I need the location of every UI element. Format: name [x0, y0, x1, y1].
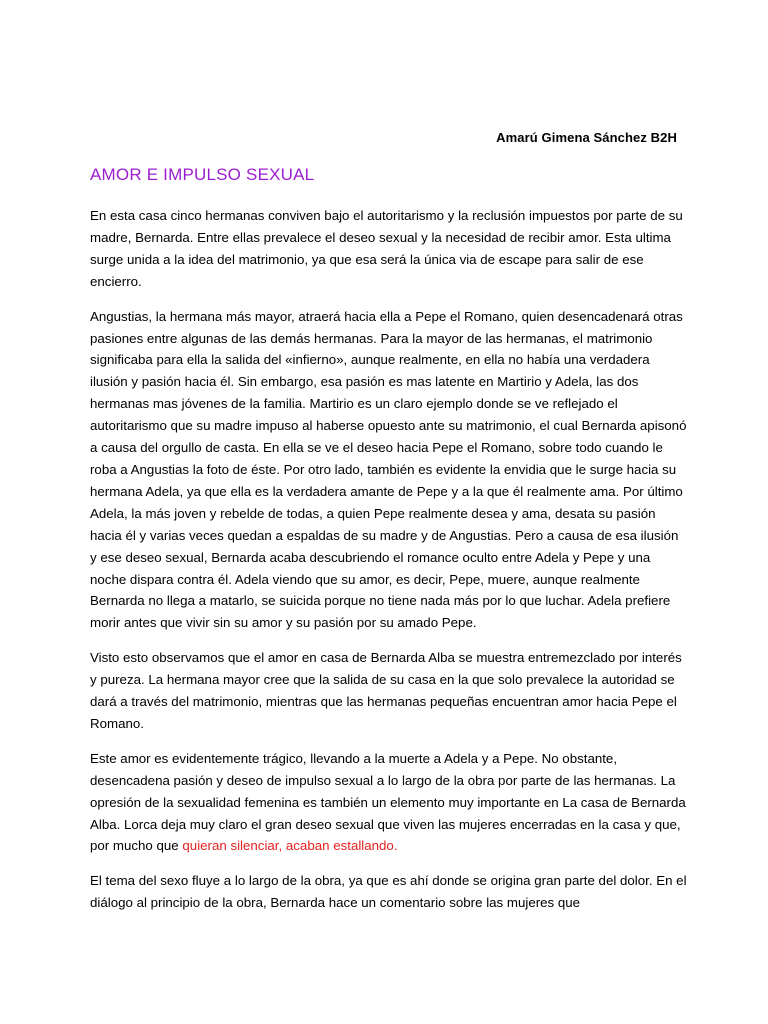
paragraph-5: El tema del sexo fluye a lo largo de la obra, ya que es ahí donde se origina gran parte del dolor. En el diálogo al principio de la obra, Bernarda hace un comentario sobre las mujeres que	[90, 873, 687, 911]
highlighted-phrase: quieran silenciar, acaban estallando.	[182, 838, 398, 854]
paragraph-3: Visto esto observamos que el amor en casa de Bernarda Alba se muestra entremezclado por interés y pureza. La hermana mayor cree que la salida de su casa en la que solo prevalece la autoridad se dará a través del matrimonio, mientras que las hermanas pequeñas encuentran amor hacia Pepe el Romano.	[90, 650, 682, 731]
paragraph-2: Angustias, la hermana más mayor, atraerá hacia ella a Pepe el Romano, quien desencadenará otras pasiones entre algunas de las demás hermanas. Para la mayor de las hermanas, el matrimonio significaba para ella la salida del «infierno», aunque realmente, en ella no había una verdadera ilusión y pasión hacia él. Sin embargo, esa pasión es mas latente en Martirio y Adela, las dos hermanas mas jóvenes de la familia. Martirio es un claro ejemplo donde se ve reflejado el autoritarismo que su madre impuso al haberse opuesto ante su matrimonio, el cual Bernarda apisonó a causa del orgullo de casta. En ella se ve el deseo hacia Pepe el Romano, sobre todo cuando le roba a Angustias la foto de éste. Por otro lado, también es evidente la envidia que le surge hacia su hermana Adela, ya que ella es la verdadera amante de Pepe y a la que él realmente ama. Por último Adela, la más joven y rebelde de todas, a quien Pepe realmente desea y ama, desata su pasión hacia él y varias veces quedan a espaldas de su madre y de Angustias. Pero a causa de esa ilusión y ese deseo sexual, Bernarda acaba descubriendo el romance oculto entre Adela y Pepe y una noche dispara contra él. Adela viendo que su amor, es decir, Pepe, muere, aunque realmente Bernarda no llega a matarlo, se suicida porque no tiene nada más por lo que luchar. Adela prefiere morir antes que vivir sin su amor y su pasión por su amado Pepe.	[90, 308, 687, 631]
paragraph-4-text: Este amor es evidentemente trágico, llevando a la muerte a Adela y a Pepe. No obstante, desencadena pasión y deseo de impulso sexual a lo largo de la obra por parte de las hermanas. La opresión de la sexualidad femenina es también un elemento muy importante en La casa de Bernarda Alba. Lorca deja muy claro el gran deseo sexual que viven las mujeres encerradas en la casa y que, por mucho que	[90, 750, 686, 854]
paragraph-4	[90, 748, 688, 858]
document-body	[90, 205, 688, 927]
paragraph-1: En esta casa cinco hermanas conviven bajo el autoritarismo y la reclusión impuestos por parte de su madre, Bernarda. Entre ellas prevalece el deseo sexual y la necesidad de recibir amor. Esta ultima surge unida a la idea del matrimonio, ya que esa será la única via de escape para salir de ese encierro.	[90, 208, 683, 289]
author-line: Amarú Gimena Sánchez B2H	[496, 130, 677, 145]
document-title: AMOR E IMPULSO SEXUAL	[90, 165, 315, 184]
